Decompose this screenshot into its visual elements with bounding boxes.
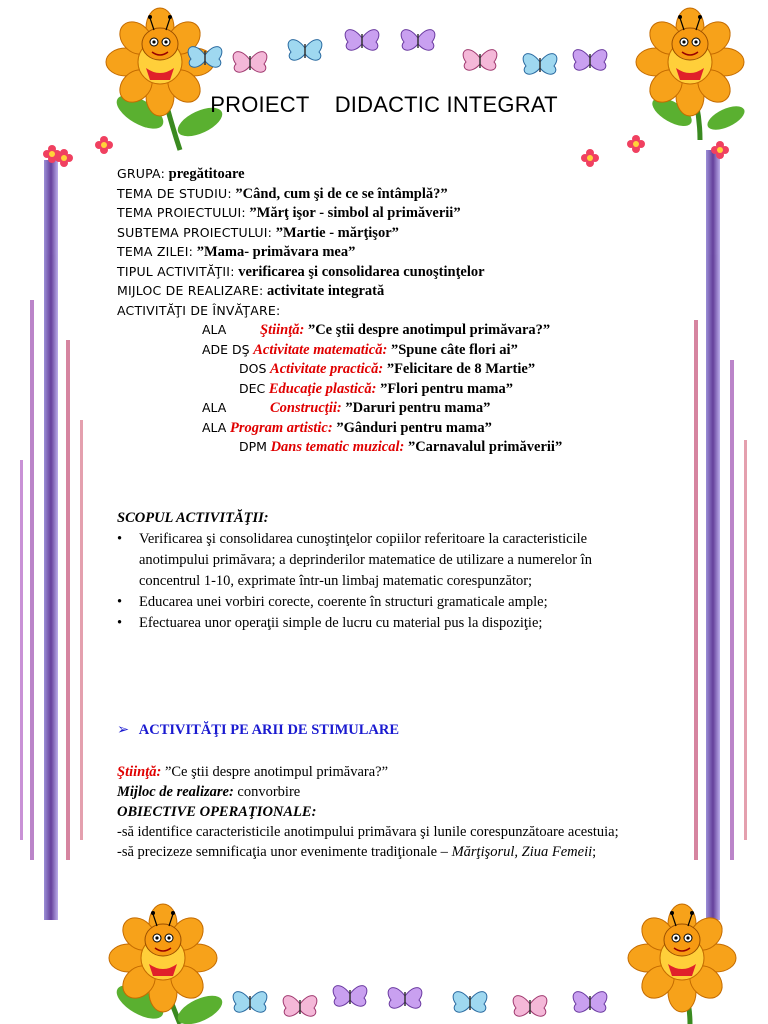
activity-domain: Ştiinţă: — [260, 322, 305, 338]
activity-text: ”Daruri pentru mama” — [345, 400, 491, 416]
activity-text: ”Felicitare de 8 Martie” — [386, 361, 536, 377]
areas-heading-row — [117, 720, 637, 741]
info-row — [117, 164, 637, 184]
scope-bullet — [117, 592, 637, 613]
activity-row — [117, 320, 637, 340]
science-section — [117, 762, 637, 862]
activity-row — [117, 418, 637, 438]
info-label: GRUPA: — [117, 166, 166, 181]
activity-code: DEC — [239, 380, 266, 396]
page-title — [0, 92, 768, 118]
activity-row — [117, 437, 637, 457]
objective-2-end: ; — [592, 844, 597, 860]
activity-row — [117, 379, 637, 399]
title-right: DIDACTIC INTEGRAT — [334, 92, 558, 117]
info-label: SUBTEMA PROIECTULUI: — [117, 224, 273, 240]
info-row — [117, 281, 637, 301]
scope-bullet — [117, 529, 637, 592]
objective-2-italic: Mărţişorul, Ziua Femeii — [451, 844, 593, 860]
activity-text: ”Flori pentru mama” — [380, 380, 513, 397]
activity-domain: Educaţie plastică: — [268, 380, 377, 397]
objectives-heading: OBIECTIVE OPERAŢIONALE: — [117, 804, 317, 820]
bullet-icon: • — [117, 531, 123, 547]
activity-domain: Dans tematic muzical: — [270, 439, 405, 455]
info-row — [117, 203, 637, 223]
activity-code: ALA — [202, 400, 227, 415]
activity-row — [117, 359, 637, 379]
activity-code: ALA — [202, 419, 227, 435]
info-value: verificarea şi consolidarea cunoştinţelor — [238, 263, 485, 280]
means-value: convorbire — [237, 784, 301, 800]
scope-bullet-text: Efectuarea unor operaţii simple de lucru cu material pus la dispoziţie; — [139, 615, 543, 631]
activity-domain: Activitate matematică: — [253, 341, 388, 358]
scope-section — [117, 508, 637, 634]
title-left: PROIECT — [210, 92, 310, 117]
activity-domain: Program artistic: — [229, 419, 333, 436]
info-label: TEMA DE STUDIU: — [117, 185, 232, 201]
info-row — [117, 184, 637, 204]
objective-1: -să identifice caracteristicile anotimpului primăvara şi lunile corespunzătoare acestuia; — [117, 824, 619, 840]
scope-heading: SCOPUL ACTIVITĂŢII: — [117, 510, 269, 526]
areas-heading: ACTIVITĂŢI PE ARII DE STIMULARE — [138, 722, 400, 738]
info-label: TIPUL ACTIVITĂŢII: — [117, 263, 235, 279]
info-block — [117, 164, 637, 457]
info-value: ”Mama- primăvara mea” — [196, 244, 356, 260]
activity-text: ”Ce ştii despre anotimpul primăvara?” — [307, 322, 551, 338]
science-domain: Ştiinţă: — [117, 764, 162, 780]
means-label: Mijloc de realizare: — [117, 784, 234, 800]
info-label: TEMA PROIECTULUI: — [117, 205, 246, 220]
objective-2 — [117, 842, 637, 862]
info-label: MIJLOC DE REALIZARE: — [117, 283, 264, 298]
info-value: ”Mărţ işor - simbol al primăverii” — [249, 205, 461, 221]
arrow-icon: ➢ — [117, 722, 130, 738]
info-label: TEMA ZILEI: — [117, 244, 194, 259]
info-row — [117, 242, 637, 262]
objective-2-text: -să precizeze semnificaţia unor evenimente tradiţionale – — [117, 844, 448, 860]
activity-code: ADE DŞ — [202, 341, 250, 357]
science-title: ”Ce ştii despre anotimpul primăvara?” — [164, 764, 389, 780]
activity-domain: Activitate practică: — [270, 361, 384, 377]
info-row — [117, 262, 637, 282]
info-value: ”Martie - mărţişor” — [275, 224, 399, 241]
info-row — [117, 223, 637, 243]
info-value: ”Când, cum şi de ce se întâmplă?” — [235, 185, 448, 202]
info-row — [117, 301, 637, 321]
activity-code: DPM — [239, 439, 267, 454]
info-label: ACTIVITĂŢI DE ÎNVĂŢARE: — [117, 302, 281, 318]
info-value: activitate integrată — [267, 283, 385, 299]
activity-text: ”Gânduri pentru mama” — [336, 419, 492, 436]
info-value: pregătitoare — [168, 166, 245, 182]
activity-row — [117, 340, 637, 360]
activity-text: ”Carnavalul primăverii” — [407, 439, 563, 455]
activity-domain: Construcţii: — [270, 400, 342, 416]
bullet-icon: • — [117, 594, 123, 610]
activity-code: ALA — [202, 322, 227, 337]
scope-bullet-text: Verificarea şi consolidarea cunoştinţelor copiilor referitoare la caracteristicile anotimpului primăvara; a deprinderilor matematice de utilizare a numerelor în concentrul 1-10, exprimate într-un limbaj matematic corespunzător; — [139, 531, 592, 589]
activity-text: ”Spune câte flori ai” — [390, 341, 518, 358]
scope-bullet-text: Educarea unei vorbiri corecte, coerente în structuri gramaticale ample; — [139, 594, 548, 610]
activity-code: DOS — [239, 361, 267, 376]
bullet-icon: • — [117, 615, 123, 631]
activity-row — [117, 398, 637, 418]
scope-bullet — [117, 613, 637, 634]
